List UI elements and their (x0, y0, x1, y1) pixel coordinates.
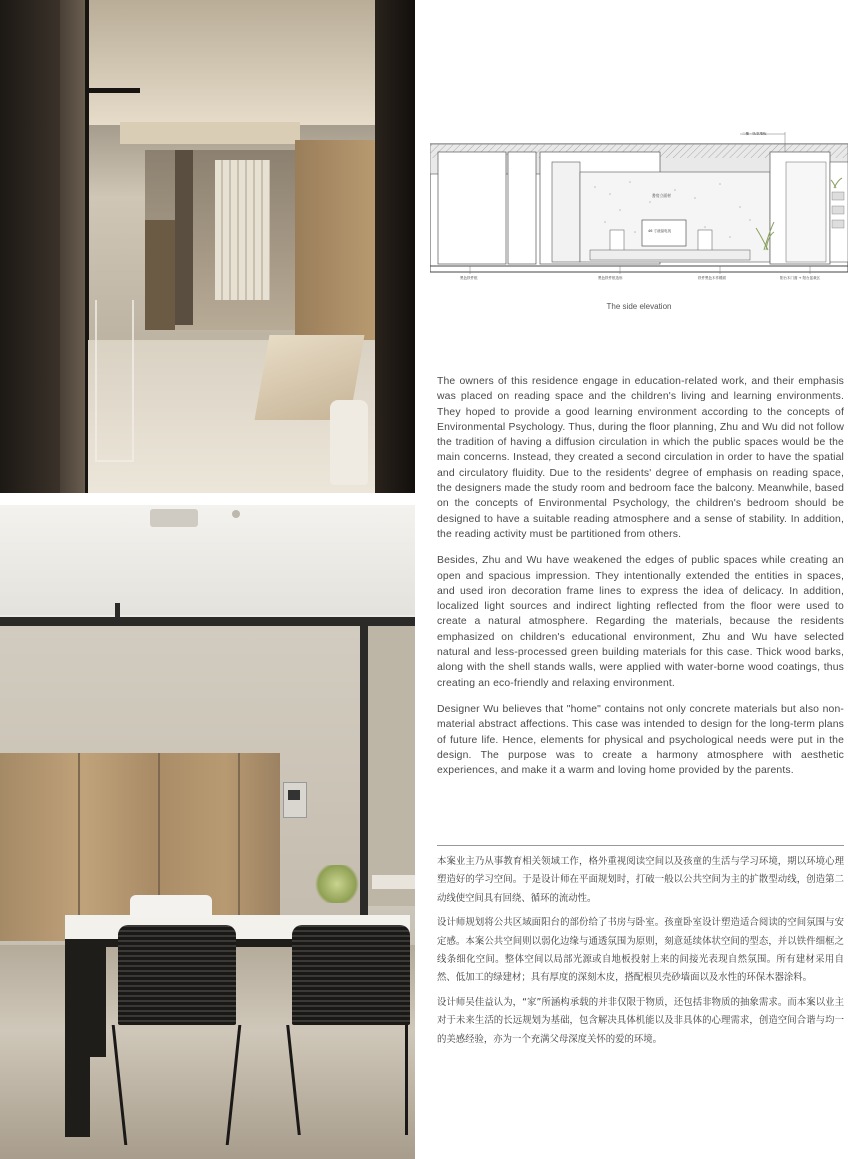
english-paragraph-2: Besides, Zhu and Wu have weakened the edges of public spaces while creating an open and spacious impression. They intentionally extended the entities in spaces, and used iron decoration frame lines to express the idea of delicacy. In addition, localized light sources and indirect lighting reflected from the floor were used to create a natural atmosphere. Regarding the materials, because the residents emphasized on children's educational environment, Zhu and Wu have selected natural and less-processed green building materials for this case. Thick wood barks, along with the shell stands walls, were applied with water-borne wood coatings, thus creating an eco-friendly and relaxing environment. (437, 555, 844, 689)
bottom-label-1: 黑色铁件框 (460, 276, 478, 280)
callout-top: 二樓 - 臥室地板 (742, 132, 767, 136)
chinese-paragraph-2: 设计师规划将公共区域面阳台的部份给了书房与卧室。孩童卧室设计塑造适合阅读的空间氛围与安定感。本案公共空间则以弱化边缘与通透氛围为原则，刻意延续体状空间的型态，并以铁件细框之线条细化空间。整体空间以局部光源或自地板投射上来的间接光表现自然氛围。所有建材采用自然、低加工的绿建材；具有厚度的深刻木皮，搭配根贝壳砂墙面以及水性的环保木器涂料。 (437, 917, 844, 984)
english-paragraph-1: The owners of this residence engage in education-related work, and their emphasis was placed on reading space and the children's living and learning environments. They hoped to provide a good learning environment according to the concepts of Environmental Psychology. Thus, during the floor planning, Zhu and Wu did not follow the tradition of having a diffusion circulation in which the public spaces would be the main concerns. Instead, they created a second circulation in order to have the spatial and circulatory fluidity. Due to the residents' degree of emphasis on reading space, the designers made the study room and bedroom face the balcony. Meanwhile, based on the concepts of Environmental Psychology, the children's bedroom should be designed to have a suitable reading atmosphere and a sense of stability. In addition, the reading activity must be partitioned from others. (437, 376, 844, 540)
bottom-label-3: 铁件黑色木作檯面 (698, 276, 726, 280)
english-paragraph-3: Designer Wu believes that "home" contains not only concrete materials but also non-material abstract affections. This case was intended to design for the long-term plans of future life. Hence, elements for physical and psychological needs were put in the design. The purpose was to create a harmony atmosphere with aesthetic experiences, and make it a warm and loving home provided by the parents. (437, 703, 844, 777)
english-text (437, 374, 844, 789)
bottom-label-2: 黑色铁件框造形 (598, 276, 623, 280)
corridor-photo (0, 0, 415, 493)
dining-room-photo (0, 505, 415, 1159)
chinese-text (437, 853, 844, 1055)
tv-label: 46 寸液晶电视 (648, 229, 672, 233)
chinese-paragraph-1: 本案业主乃从事教育相关领域工作，格外重视阅读空间以及孩童的生活与学习环境，期以环境心理塑造好的学习空间。于是设计师在平面规划时，打破一般以公共空间为主的扩散型动线，创造第二动线使空间具有回绕、循环的流动性。 (437, 856, 844, 904)
drawing-caption: The side elevation (606, 302, 672, 311)
language-divider (437, 845, 844, 846)
side-elevation-drawing (430, 132, 848, 282)
area-label: 書房立面材 (652, 193, 671, 198)
bottom-label-4: 阳台木门窗 + 阳台盆栽区 (780, 276, 821, 280)
chinese-paragraph-3: 设计师吴佳益认为，“家”所涵构承载的并非仅限于物质，还包括非物质的抽象需求。而本案以业主对于未来生活的长远规划为基础，包含解决具体机能以及非具体的心理需求，创造空间合谐与均一的美感经验，亦为一个充满父母深度关怀的爱的环境。 (437, 996, 844, 1045)
